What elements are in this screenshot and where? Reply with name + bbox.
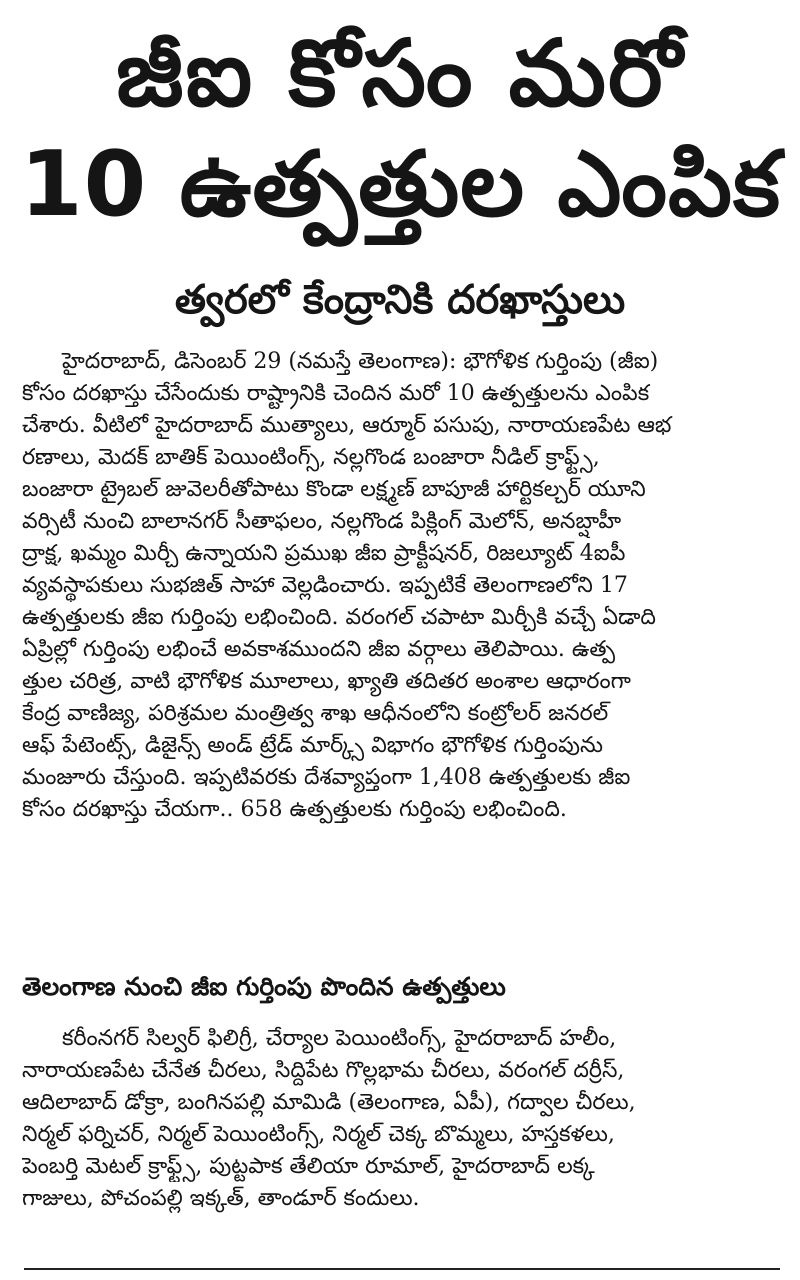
list-line: పెంబర్తి మెటల్ క్రాఫ్ట్స్, పుట్టపాక తేలియా రూమాల్, హైదరాబాద్ లక్క <box>22 1154 595 1179</box>
gi-products-list <box>22 1022 782 1214</box>
article-line: రణాలు, మెదక్ బాతిక్ పెయింటింగ్స్, నల్లగొండ బంజారా నీడిల్ క్రాఫ్ట్స్, <box>22 445 600 470</box>
article-line: ఉత్పత్తులకు జీఐ గుర్తింపు లభించింది. వరంగల్ చపాటా మిర్చీకి వచ్చే ఏడాది <box>22 605 656 630</box>
list-line: నారాయణపేట చేనేత చీరలు, సిద్దిపేట గొల్లభామ చీరలు, వరంగల్ దర్రీస్, <box>22 1058 625 1083</box>
bottom-divider <box>24 1268 780 1270</box>
headline-line-2: 10 ఉత్పత్తుల ఎంపిక <box>20 132 781 237</box>
list-line: కరీంనగర్ సిల్వర్ ఫిలిగ్రీ, చేర్యాల పెయింటింగ్స్, హైదరాబాద్ హలీం, <box>62 1026 617 1051</box>
article-line: కేంద్ర వాణిజ్య, పరిశ్రమల మంత్రిత్వ శాఖ ఆధీనంలోని కంట్రోలర్ జనరల్ <box>22 701 609 726</box>
list-line: ఆదిలాబాద్ డోక్రా, బంగినపల్లి మామిడి (తెలంగాణ, ఏపీ), గద్వాల చీరలు, <box>22 1090 636 1115</box>
section-heading: తెలంగాణ నుంచి జీఐ గుర్తింపు పొందిన ఉత్పత్తులు <box>22 972 506 1001</box>
article-line: ఏప్రిల్లో గుర్తింపు లభించే అవకాశముందని జీఐ వర్గాలు తెలిపాయి. ఉత్ప <box>22 637 616 662</box>
article-body <box>22 346 782 826</box>
article-line: చేశారు. వీటిలో హైదరాబాద్ ముత్యాలు, ఆర్మూర్ పసుపు, నారాయణపేట ఆభ <box>22 413 672 438</box>
article-line: ఆఫ్ పేటెంట్స్, డిజైన్స్ అండ్ ట్రేడ్ మార్క్స్ విభాగం భౌగోళిక గుర్తింపును <box>22 733 603 758</box>
article-line: బంజారా ట్రైబల్ జువెలరీతోపాటు కొండా లక్ష్మణ్ బాపూజీ హార్టికల్చర్ యూని <box>22 477 646 502</box>
headline-line-1: జీఐ కోసం మరో <box>116 20 684 127</box>
article-line: ద్రాక్ష, ఖమ్మం మిర్చీ ఉన్నాయని ప్రముఖ జీఐ ప్రాక్టీషనర్, రిజల్యూట్ 4ఐపీ <box>22 541 626 566</box>
article-line: కోసం దరఖాస్తు చేసేందుకు రాష్ట్రానికి చెందిన మరో 10 ఉత్పత్తులను ఎంపిక <box>22 381 650 406</box>
subheadline: త్వరలో కేంద్రానికి దరఖాస్తులు <box>174 277 626 323</box>
article-line: వర్సిటీ నుంచి బాలానగర్ సీతాఫలం, నల్లగొండ పిక్లింగ్ మెలోన్, అనబ్షాహీ <box>22 509 622 534</box>
list-line: నిర్మల్ ఫర్నిచర్, నిర్మల్ పెయింటింగ్స్, నిర్మల్ చెక్క బొమ్మలు, హస్తకళలు, <box>22 1122 615 1147</box>
article-line: కోసం దరఖాస్తు చేయగా.. 658 ఉత్పత్తులకు గుర్తింపు లభించింది. <box>22 797 567 822</box>
article-line: హైదరాబాద్, డిసెంబర్ 29 (నమస్తే తెలంగాణ): భౌగోళిక గుర్తింపు (జీఐ) <box>62 349 659 374</box>
article-line: వ్యవస్థాపకులు సుభజిత్ సాహా వెల్లడించారు. ఇప్పటికే తెలంగాణలోని 17 <box>22 573 628 598</box>
article-line: త్తుల చరిత్ర, వాటి భౌగోళిక మూలాలు, ఖ్యాతి తదితర అంశాల ఆధారంగా <box>22 669 631 694</box>
article-line: మంజూరు చేస్తుంది. ఇప్పటివరకు దేశవ్యాప్తంగా 1,408 ఉత్పత్తులకు జీఐ <box>22 765 631 790</box>
list-line: గాజులు, పోచంపల్లి ఇక్కత్, తాండూర్ కందులు. <box>22 1186 420 1211</box>
